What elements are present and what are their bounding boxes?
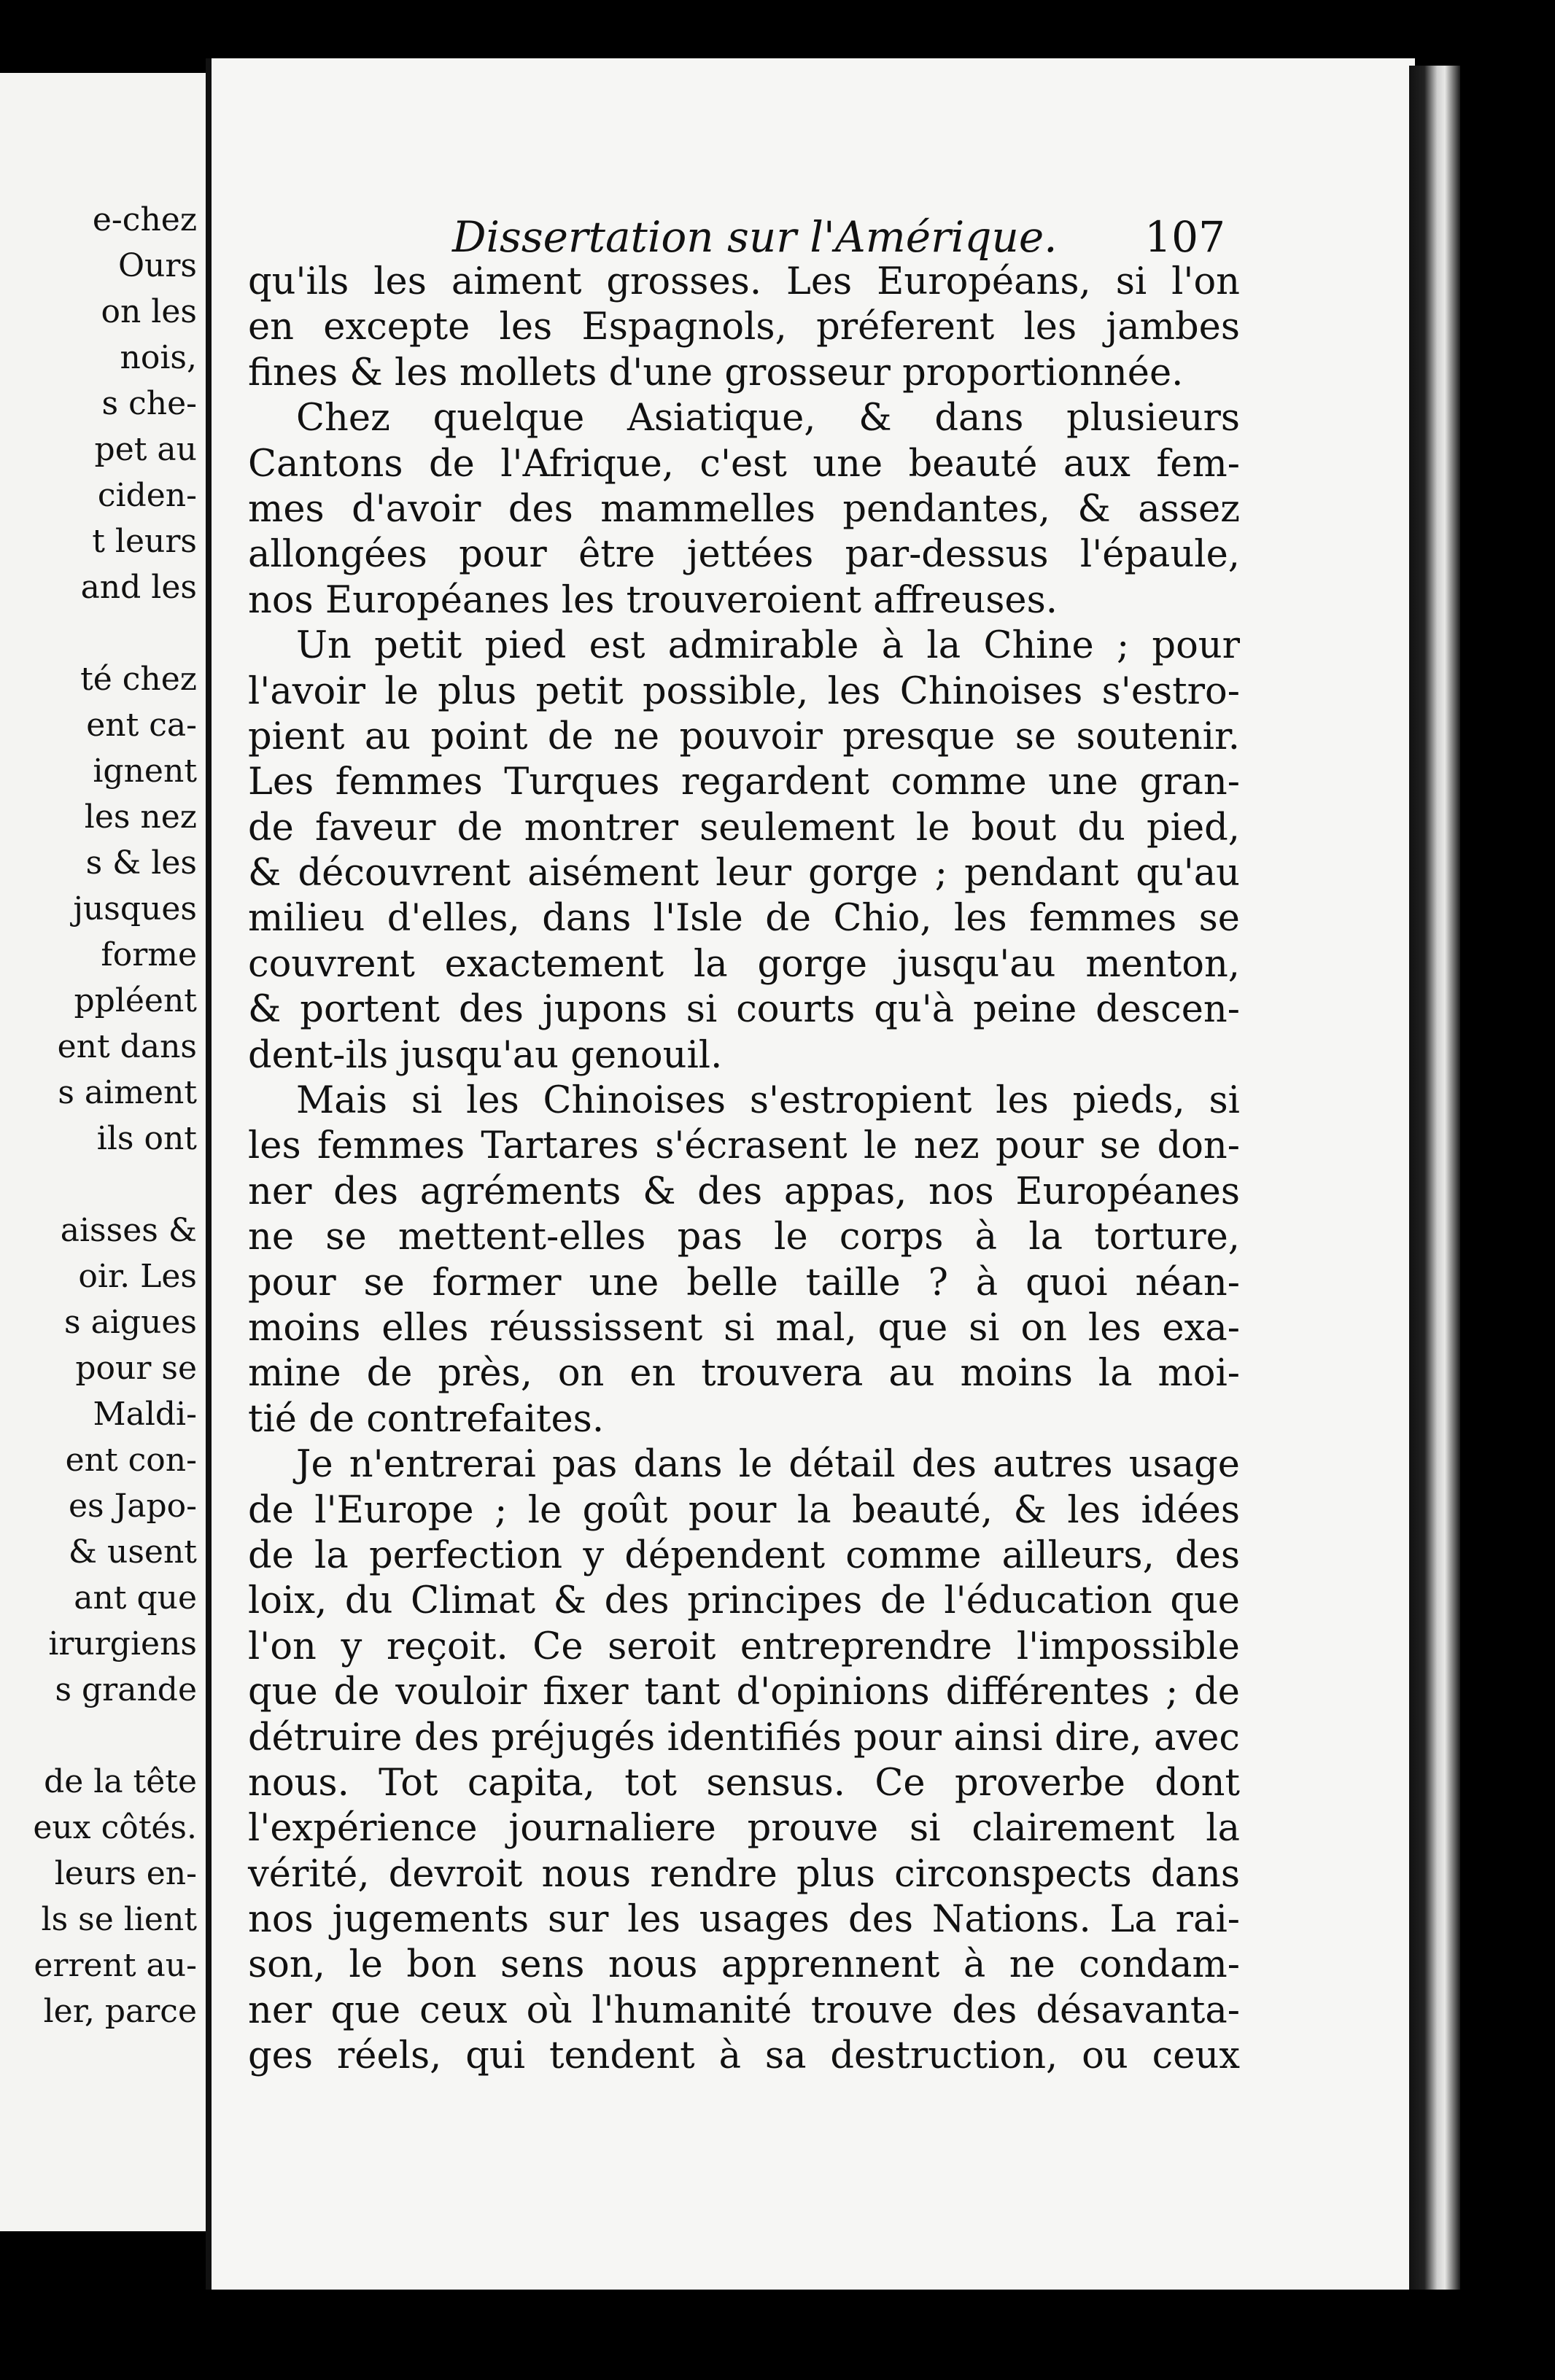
text-line: pient au point de ne pouvoir presque se soutenir.: [248, 715, 1240, 758]
left-page-line-fragment: Ours: [117, 247, 197, 284]
left-page-fragment: [0, 73, 217, 2231]
left-page-line-fragment: de la tête: [44, 1763, 197, 1800]
body-text: [248, 260, 1240, 2080]
left-page-line-fragment: leurs en-: [54, 1855, 197, 1892]
left-page-line-fragment: ent dans: [57, 1028, 197, 1065]
text-line: détruire des préjugés identifiés pour ainsi dire, avec: [248, 1716, 1240, 1759]
left-page-line-fragment: oir. Les: [78, 1258, 197, 1295]
text-line: l'on y reçoit. Ce seroit entreprendre l'impossible: [248, 1625, 1240, 1668]
text-line: mes d'avoir des mammelles pendantes, & assez: [248, 487, 1240, 531]
text-line: pour se former une belle taille ? à quoi néan-: [248, 1261, 1240, 1304]
text-line: l'expérience journaliere prouve si clairement la: [248, 1807, 1240, 1851]
text-line: Chez quelque Asiatique, & dans plusieurs: [296, 397, 1240, 440]
left-page-line-fragment: Maldi-: [93, 1396, 197, 1433]
text-line: mine de près, on en trouvera au moins la moi-: [248, 1352, 1240, 1396]
text-line: de l'Europe ; le goût pour la beauté, & les idées: [248, 1488, 1240, 1532]
left-page-line-fragment: forme: [101, 936, 197, 973]
left-page-line-fragment: nois,: [120, 339, 197, 376]
left-page-line-fragment: s aiment: [58, 1074, 197, 1111]
text-line: vérité, devroit nous rendre plus circonspects dans: [248, 1852, 1240, 1896]
left-page-line-fragment: on les: [101, 293, 197, 330]
text-line: & portent des jupons si courts qu'à peine descen-: [248, 988, 1240, 1032]
text-line: tié de contrefaites.: [248, 1397, 605, 1441]
left-page-line-fragment: s grande: [55, 1671, 197, 1708]
text-line: qu'ils les aiment grosses. Les Européans, si l'on: [248, 260, 1240, 303]
text-line: l'avoir le plus petit possible, les Chinoises s'estro-: [248, 669, 1240, 713]
text-line: ne se mettent-elles pas le corps à la torture,: [248, 1216, 1240, 1259]
left-page-line-fragment: té chez: [80, 661, 197, 698]
left-page-line-fragment: t leurs: [92, 523, 197, 560]
text-line: son, le bon sens nous apprennent à ne condam-: [248, 1943, 1240, 1987]
text-line: de faveur de montrer seulement le bout du pied,: [248, 806, 1240, 849]
left-page-line-fragment: ls se lient: [41, 1901, 197, 1938]
text-line: allongées pour être jettées par-dessus l'épaule,: [248, 533, 1240, 577]
text-line: dent-ils jusqu'au genouil.: [248, 1033, 723, 1077]
left-page-line-fragment: pet au: [94, 431, 197, 468]
text-line: Je n'entrerai pas dans le détail des autres usage: [296, 1443, 1240, 1487]
text-line: ner que ceux où l'humanité trouve des désavanta-: [248, 1988, 1240, 2032]
text-line: de la perfection y dépendent comme ailleurs, des: [248, 1533, 1240, 1577]
left-page-line-fragment: ent ca-: [86, 707, 197, 744]
text-line: milieu d'elles, dans l'Isle de Chio, les femmes se: [248, 897, 1240, 941]
text-line: en excepte les Espagnols, préferent les jambes: [248, 306, 1240, 349]
text-line: ges réels, qui tendent à sa destruction, ou ceux: [248, 2034, 1240, 2078]
text-line: ner des agréments & des appas, nos Européanes: [248, 1170, 1240, 1213]
text-line: Mais si les Chinoises s'estropient les pieds, si: [296, 1079, 1240, 1123]
text-line: moins elles réussissent si mal, que si on les exa-: [248, 1306, 1240, 1350]
text-line: fines & les mollets d'une grosseur proportionnée.: [248, 351, 1184, 394]
left-page-line-fragment: ppléent: [74, 982, 197, 1019]
left-page-line-fragment: es Japo-: [69, 1488, 197, 1525]
left-page-line-fragment: e-chez: [92, 201, 197, 238]
text-line: Un petit pied est admirable à la Chine ; pour: [296, 624, 1240, 668]
left-page-line-fragment: jusques: [73, 890, 197, 928]
text-line: que de vouloir fixer tant d'opinions différentes ; de: [248, 1671, 1240, 1714]
running-title: Dissertation sur l'Amérique.: [452, 212, 1058, 262]
left-page-line-fragment: eux côtés.: [33, 1809, 197, 1846]
left-page-line-fragment: aisses &: [60, 1212, 197, 1249]
text-line: nos Européanes les trouveroient affreuses.: [248, 578, 1058, 622]
left-page-line-fragment: s aigues: [64, 1304, 197, 1341]
page-edge: [1409, 66, 1460, 2290]
left-page-line-fragment: les nez: [84, 798, 197, 836]
left-page-line-fragment: s che-: [101, 385, 197, 422]
left-page-line-fragment: ils ont: [96, 1120, 197, 1157]
left-page-line-fragment: irurgiens: [48, 1625, 197, 1662]
left-page-line-fragment: & usent: [68, 1533, 197, 1571]
text-line: nos jugements sur les usages des Nations. La rai-: [248, 1898, 1240, 1942]
left-page-line-fragment: ant que: [74, 1579, 197, 1617]
text-line: les femmes Tartares s'écrasent le nez pour se don-: [248, 1124, 1240, 1168]
left-page-line-fragment: ignent: [93, 752, 197, 790]
left-page-line-fragment: ler, parce: [43, 1993, 197, 2030]
text-line: Les femmes Turques regardent comme une gran-: [248, 761, 1240, 804]
text-line: & découvrent aisément leur gorge ; pendant qu'au: [248, 852, 1240, 895]
left-page-line-fragment: ent con-: [65, 1442, 197, 1479]
left-page-line-fragment: pour se: [75, 1350, 197, 1387]
text-line: loix, du Climat & des principes de l'éducation que: [248, 1579, 1240, 1623]
left-page-line-fragment: and les: [80, 569, 197, 606]
left-page-line-fragment: errent au-: [34, 1947, 197, 1984]
text-line: Cantons de l'Afrique, c'est une beauté aux fem-: [248, 442, 1240, 486]
left-page-line-fragment: ciden-: [97, 477, 197, 514]
page-number: 107: [1144, 212, 1225, 262]
text-line: couvrent exactement la gorge jusqu'au menton,: [248, 942, 1240, 986]
left-page-line-fragment: s & les: [85, 844, 197, 882]
text-line: nous. Tot capita, tot sensus. Ce proverbe dont: [248, 1761, 1240, 1805]
